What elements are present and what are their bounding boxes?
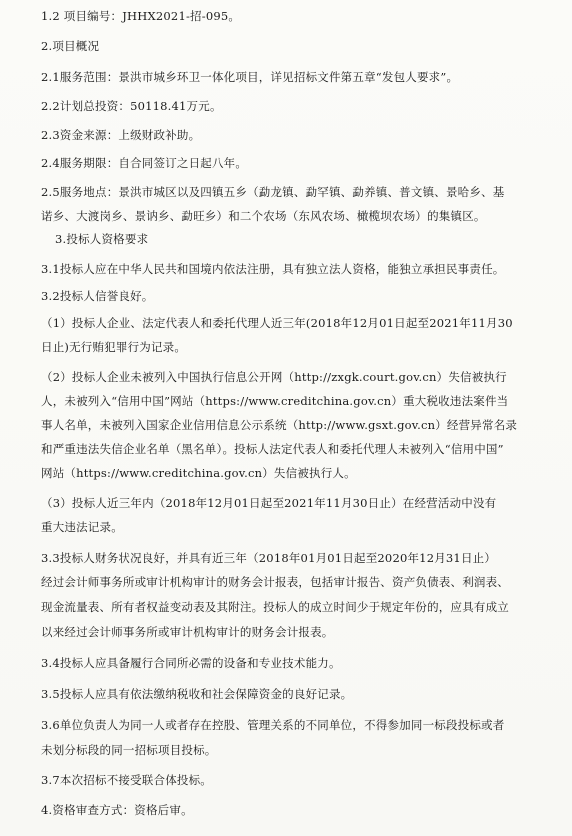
text-line-section-4: 4.资格审查方式：资格后审。 — [41, 803, 193, 817]
text-line-3-3-a: 3.3投标人财务状况良好，并具有近三年（2018年01月01日起至2020年12月31日止） — [41, 551, 497, 565]
text-line-3-4: 3.4投标人应具备履行合同所必需的设备和专业技术能力。 — [41, 656, 341, 670]
text-line-3-2-2-d: 和严重违法失信企业名单（黑名单）。投标人法定代表人和委托代理人未被列入“信用中国” — [41, 442, 504, 456]
text-line-section-2-heading: 2.项目概况 — [41, 39, 100, 53]
text-line-3-3-c: 现金流量表、所有者权益变动表及其附注。投标人的成立时间少于规定年份的，应具有成立 — [41, 600, 509, 614]
text-line-2-5-a: 2.5服务地点：景洪市城区以及四镇五乡（勐龙镇、勐罕镇、勐养镇、普文镇、景哈乡、基 — [41, 185, 505, 199]
text-line-3-3-b: 经过会计师事务所或审计机构审计的财务会计报表，包括审计报告、资产负债表、利润表、 — [41, 575, 509, 589]
text-line-2-1: 2.1服务范围：景洪市城乡环卫一体化项目，详见招标文件第五章“发包人要求”。 — [41, 70, 459, 84]
text-line-3-5: 3.5投标人应具有依法缴纳税收和社会保障资金的良好记录。 — [41, 687, 353, 701]
text-line-3-2-2-c: 事人名单，未被列入国家企业信用信息公示系统（http://www.gsxt.gov.cn）经营异常名录 — [41, 418, 518, 432]
text-line-3-2: 3.2投标人信誉良好。 — [41, 289, 154, 303]
text-line-3-6-b: 未划分标段的同一招标项目投标。 — [41, 743, 217, 757]
text-line-2-5-b: 诺乡、大渡岗乡、景讷乡、勐旺乡）和二个农场（东风农场、橄榄坝农场）的集镇区。 — [41, 209, 486, 223]
text-line-3-1: 3.1投标人应在中华人民共和国境内依法注册，具有独立法人资格，能独立承担民事责任。 — [41, 262, 505, 276]
text-line-3-2-2-b: 人，未被列入“信用中国”网站（https://www.creditchina.gov.cn）重大税收违法案件当 — [41, 394, 509, 408]
text-line-3-2-3-b: 重大违法记录。 — [41, 520, 123, 534]
text-line-3-2-1-b: 日止)无行贿犯罪行为记录。 — [41, 340, 187, 354]
text-line-3-2-2-e: 网站（https://www.creditchina.gov.cn）失信被执行人。 — [41, 466, 356, 480]
text-line-3-2-2-a: （2）投标人企业未被列入中国执行信息公开网（http://zxgk.court.gov.cn）失信被执行 — [41, 370, 507, 384]
text-line-3-2-3-a: （3）投标人近三年内（2018年12月01日起至2021年11月30日止）在经营活动中没有 — [41, 496, 497, 510]
text-line-3-6-a: 3.6单位负责人为同一人或者存在控股、管理关系的不同单位，不得参加同一标段投标或者 — [41, 718, 505, 732]
text-line-3-2-1-a: （1）投标人企业、法定代表人和委托代理人近三年(2018年12月01日起至2021年11月30 — [41, 316, 513, 330]
text-line-2-3: 2.3资金来源：上级财政补助。 — [41, 128, 201, 142]
text-line-item-no: 1.2 项目编号：JHHX2021-招-095。 — [41, 9, 241, 23]
text-line-2-4: 2.4服务期限：自合同签订之日起八年。 — [41, 156, 248, 170]
text-line-3-7: 3.7本次招标不接受联合体投标。 — [41, 773, 212, 787]
text-line-section-3-heading: 3.投标人资格要求 — [55, 232, 149, 246]
text-line-2-2: 2.2计划总投资：50118.41万元。 — [41, 99, 222, 113]
text-line-3-3-d: 以来经过会计师事务所或审计机构审计的财务会计报表。 — [41, 625, 334, 639]
